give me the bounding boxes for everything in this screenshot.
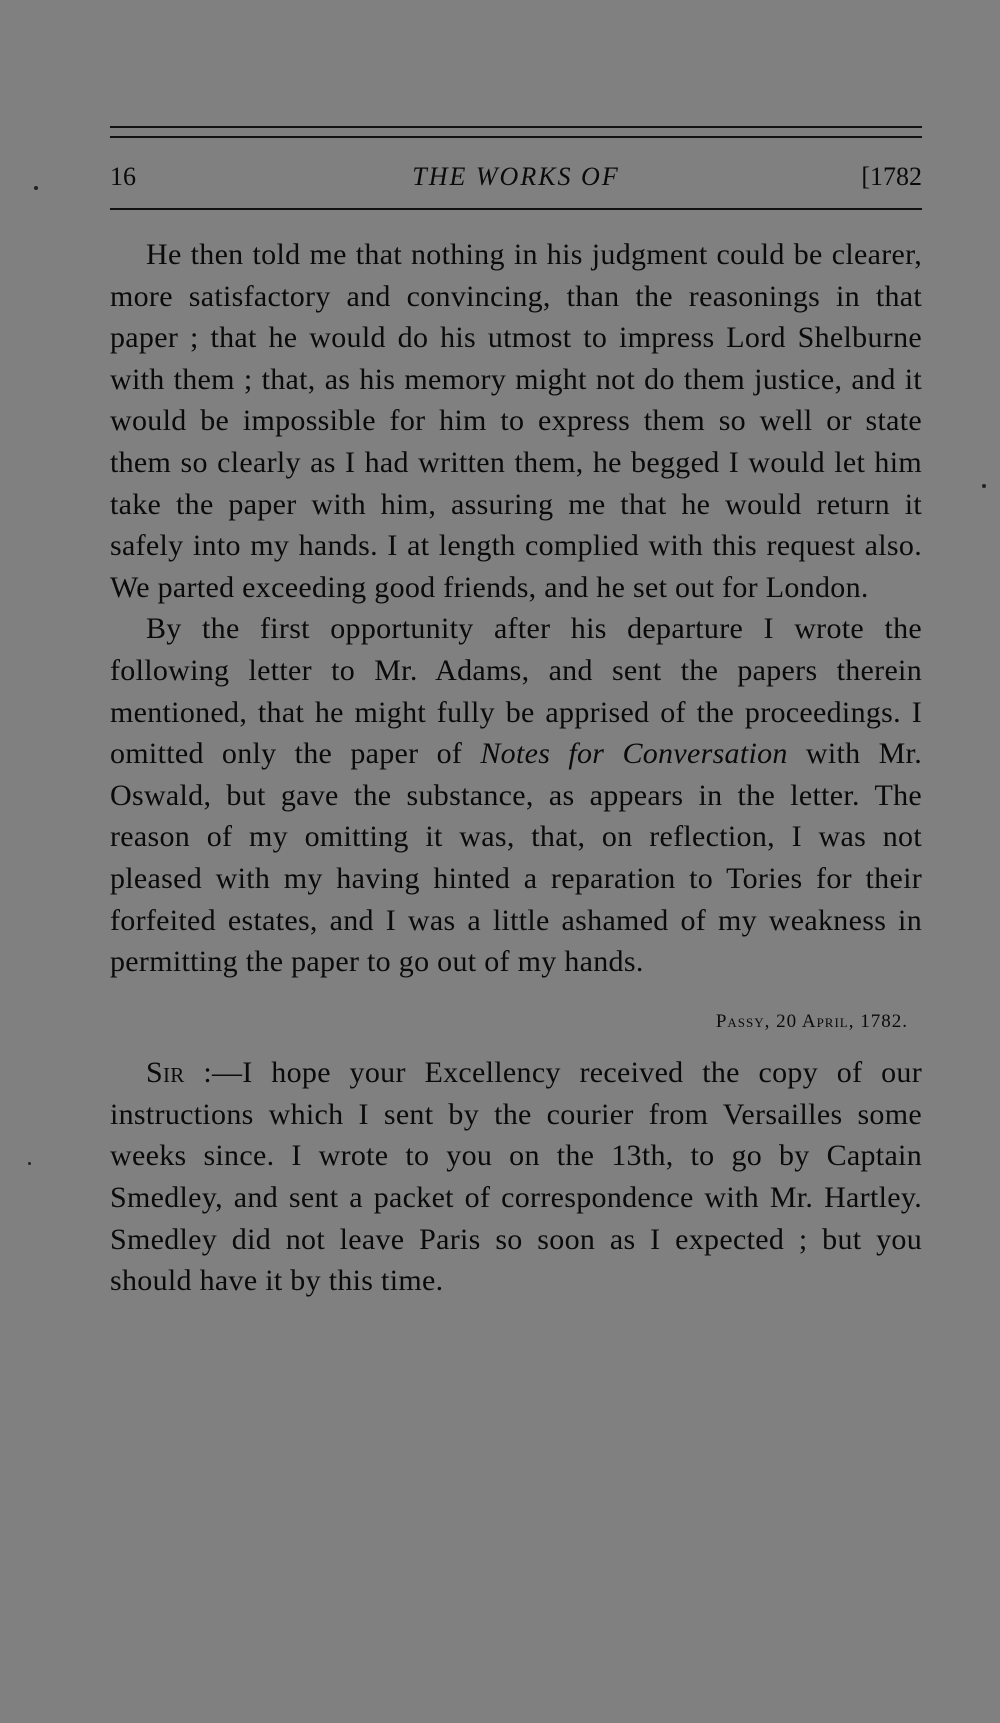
letter-dateline: Passy, 20 April, 1782. <box>715 1010 908 1032</box>
stray-mark-left <box>34 186 38 190</box>
paragraph-2-text-a: By the first opportunity after his departure I wrote the following letter to Mr. Adams, and sent the papers therein mentioned, that he might fully be apprised of the proceedings. I omitted only the paper of <box>110 612 922 771</box>
paragraph-1: He then told me that nothing in his judgment could be clearer, more satisfactory and convincing, than the reasonings in that paper ; that he would do his utmost to impress Lord Shelburne with them ; that, as his memory might not do them justice, and it would be impossible for him to express them so well or state them so clearly as I had written them, he begged I would let him take the paper with him, assuring me that he would return it safely into my hands. I at length complied with this request also. We parted exceeding good friends, and he set out for London. <box>110 238 922 604</box>
header-rule-bottom <box>110 136 922 138</box>
stray-mark-right <box>982 484 986 488</box>
paragraph-2 <box>110 608 922 982</box>
letter-body-text: :—I hope your Excellency received the copy of our instructions which I sent by the courier from Versailles some weeks since. I wrote to you on the 13th, to go by Captain Smedley, and sent a packet of correspondence with Mr. Hartley. Smedley did not leave Paris so soon as I expected ; but you should have it by this time. <box>110 1056 922 1298</box>
letter-body <box>110 1052 922 1302</box>
header-rule-top <box>110 126 922 128</box>
header-rule-under <box>110 208 922 210</box>
running-title: THE WORKS OF <box>412 162 620 191</box>
running-year: [1782 <box>861 162 922 191</box>
paragraph-2-text-b: with Mr. Oswald, but gave the substance, as appears in the letter. The reason of my omitting it was, that, on reflection, I was not pleased with my having hinted a reparation to Tories for their forfeited estates, and I was a little ashamed of my weakness in permitting the paper to go out of my hands. <box>110 737 922 979</box>
body-text <box>110 234 922 1302</box>
book-page <box>110 126 922 1302</box>
page-number: 16 <box>110 162 136 191</box>
paragraph-2-italic-title: Notes for Conversation <box>480 737 788 771</box>
stray-mark-lower-left <box>28 1162 31 1165</box>
letter-salutation: Sir <box>146 1056 185 1090</box>
running-head <box>110 152 922 202</box>
